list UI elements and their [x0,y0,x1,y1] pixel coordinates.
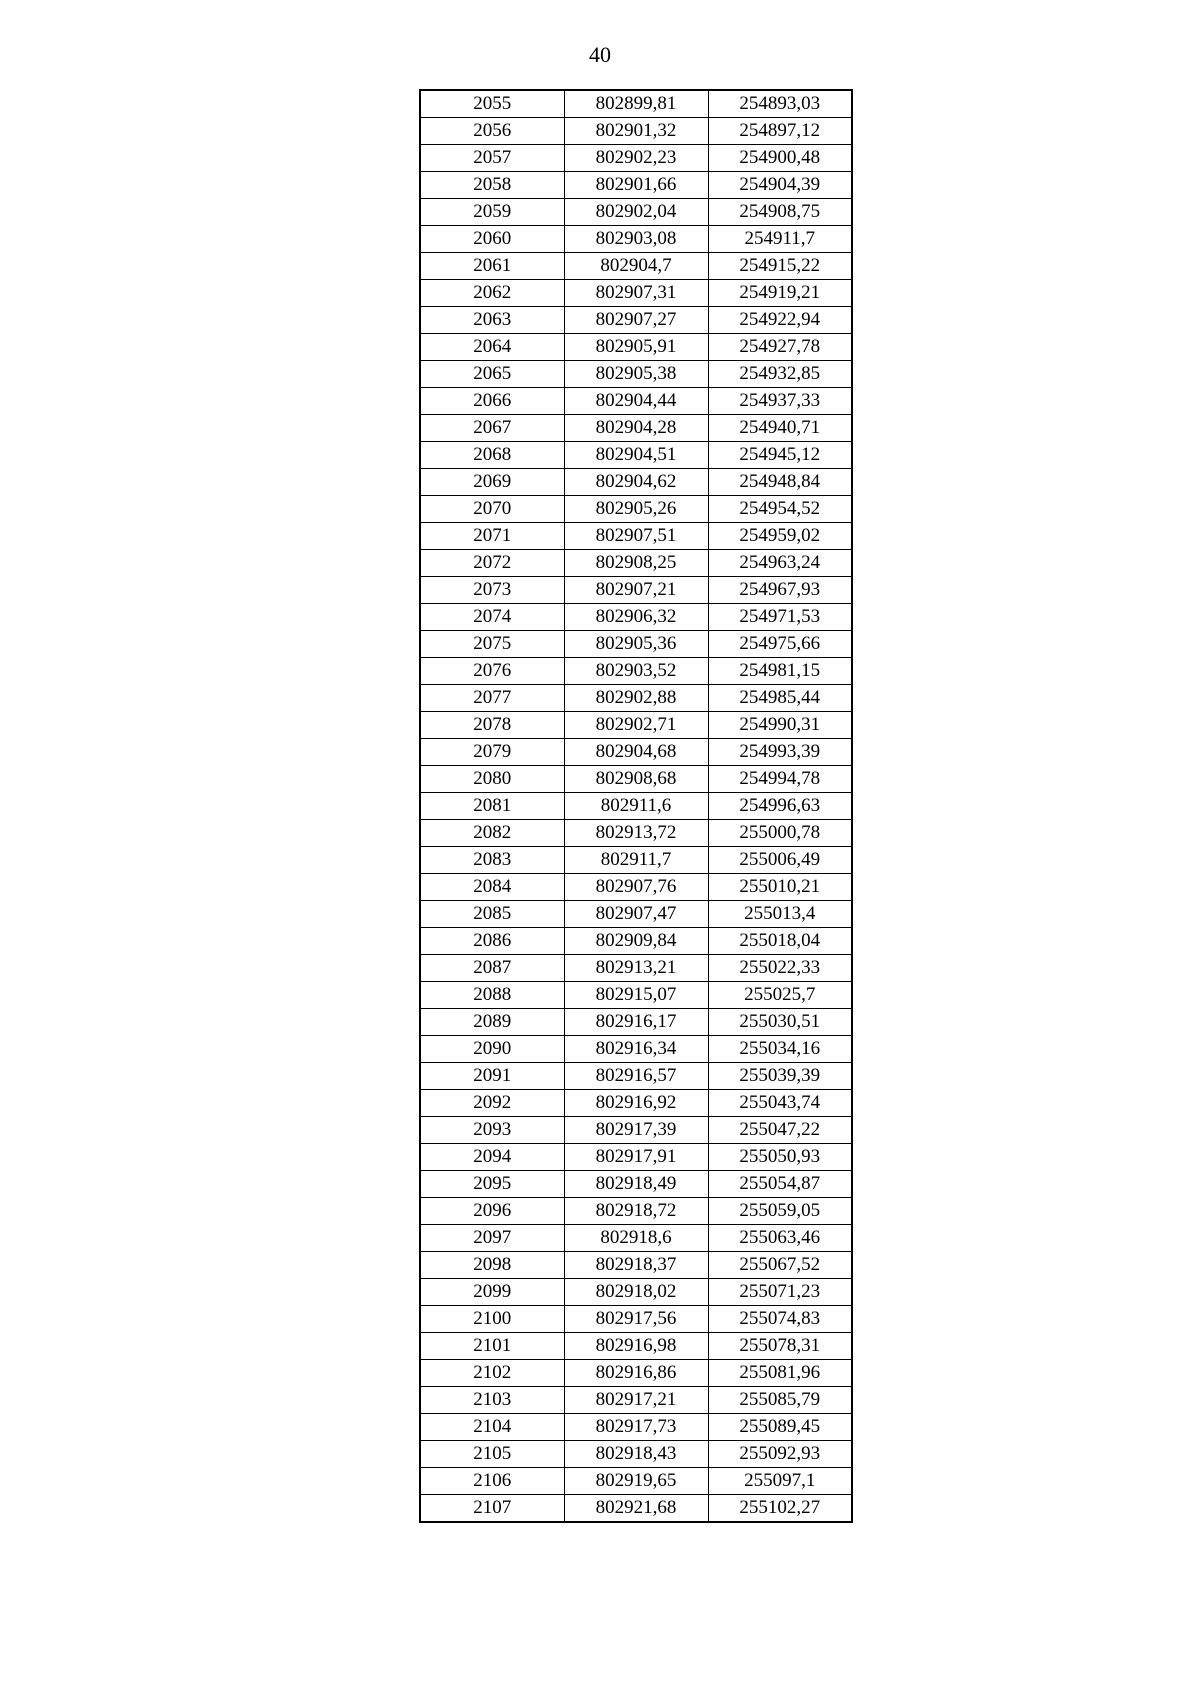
point-number-cell: 2064 [420,334,564,361]
y-coordinate-cell: 254919,21 [708,280,852,307]
x-coordinate-cell: 802907,31 [564,280,708,307]
x-coordinate-cell: 802913,21 [564,955,708,982]
y-coordinate-cell: 255025,7 [708,982,852,1009]
y-coordinate-cell: 255081,96 [708,1360,852,1387]
table-row [420,415,852,442]
x-coordinate-cell: 802904,28 [564,415,708,442]
point-number-cell: 2061 [420,253,564,280]
point-number-cell: 2080 [420,766,564,793]
x-coordinate-cell: 802901,32 [564,118,708,145]
point-number-cell: 2067 [420,415,564,442]
x-coordinate-cell: 802906,32 [564,604,708,631]
table-row [420,442,852,469]
y-coordinate-cell: 255030,51 [708,1009,852,1036]
y-coordinate-cell: 255067,52 [708,1252,852,1279]
table-row [420,1306,852,1333]
table-row [420,1360,852,1387]
y-coordinate-cell: 255085,79 [708,1387,852,1414]
table-row [420,361,852,388]
point-number-cell: 2093 [420,1117,564,1144]
point-number-cell: 2098 [420,1252,564,1279]
table-row [420,523,852,550]
x-coordinate-cell: 802902,88 [564,685,708,712]
table-row [420,874,852,901]
table-row [420,253,852,280]
y-coordinate-cell: 255010,21 [708,874,852,901]
x-coordinate-cell: 802911,6 [564,793,708,820]
table-row [420,1117,852,1144]
point-number-cell: 2084 [420,874,564,901]
y-coordinate-cell: 254932,85 [708,361,852,388]
table-row [420,145,852,172]
x-coordinate-cell: 802907,21 [564,577,708,604]
table-row [420,307,852,334]
x-coordinate-cell: 802905,91 [564,334,708,361]
y-coordinate-cell: 255074,83 [708,1306,852,1333]
x-coordinate-cell: 802917,91 [564,1144,708,1171]
point-number-cell: 2100 [420,1306,564,1333]
x-coordinate-cell: 802899,81 [564,90,708,118]
point-number-cell: 2105 [420,1441,564,1468]
y-coordinate-cell: 255089,45 [708,1414,852,1441]
table-row [420,550,852,577]
table-row [420,1171,852,1198]
x-coordinate-cell: 802903,08 [564,226,708,253]
point-number-cell: 2079 [420,739,564,766]
point-number-cell: 2071 [420,523,564,550]
x-coordinate-cell: 802907,51 [564,523,708,550]
table-row [420,199,852,226]
table-row [420,1063,852,1090]
y-coordinate-cell: 254922,94 [708,307,852,334]
point-number-cell: 2081 [420,793,564,820]
x-coordinate-cell: 802904,68 [564,739,708,766]
x-coordinate-cell: 802917,73 [564,1414,708,1441]
y-coordinate-cell: 254904,39 [708,172,852,199]
point-number-cell: 2095 [420,1171,564,1198]
table-row [420,1198,852,1225]
x-coordinate-cell: 802902,71 [564,712,708,739]
point-number-cell: 2101 [420,1333,564,1360]
y-coordinate-cell: 255092,93 [708,1441,852,1468]
y-coordinate-cell: 255018,04 [708,928,852,955]
y-coordinate-cell: 254971,53 [708,604,852,631]
table-row [420,631,852,658]
table-row [420,658,852,685]
point-number-cell: 2058 [420,172,564,199]
y-coordinate-cell: 254911,7 [708,226,852,253]
point-number-cell: 2060 [420,226,564,253]
y-coordinate-cell: 254996,63 [708,793,852,820]
y-coordinate-cell: 254948,84 [708,469,852,496]
x-coordinate-cell: 802908,68 [564,766,708,793]
y-coordinate-cell: 254963,24 [708,550,852,577]
table-row [420,388,852,415]
table-row [420,1225,852,1252]
table-row [420,334,852,361]
x-coordinate-cell: 802918,02 [564,1279,708,1306]
point-number-cell: 2092 [420,1090,564,1117]
table-row [420,1387,852,1414]
y-coordinate-cell: 254897,12 [708,118,852,145]
y-coordinate-cell: 254994,78 [708,766,852,793]
table-row [420,496,852,523]
point-number-cell: 2091 [420,1063,564,1090]
x-coordinate-cell: 802917,56 [564,1306,708,1333]
table-row [420,1144,852,1171]
table-row [420,469,852,496]
y-coordinate-cell: 255059,05 [708,1198,852,1225]
table-row [420,577,852,604]
x-coordinate-cell: 802902,23 [564,145,708,172]
page-number: 40 [589,42,611,67]
point-number-cell: 2103 [420,1387,564,1414]
point-number-cell: 2094 [420,1144,564,1171]
table-row [420,928,852,955]
table-row [420,1441,852,1468]
y-coordinate-cell: 254937,33 [708,388,852,415]
table-row [420,226,852,253]
table-row [420,1414,852,1441]
point-number-cell: 2056 [420,118,564,145]
point-number-cell: 2069 [420,469,564,496]
x-coordinate-cell: 802904,51 [564,442,708,469]
point-number-cell: 2085 [420,901,564,928]
point-number-cell: 2066 [420,388,564,415]
point-number-cell: 2099 [420,1279,564,1306]
x-coordinate-cell: 802918,49 [564,1171,708,1198]
point-number-cell: 2065 [420,361,564,388]
table-row [420,604,852,631]
point-number-cell: 2077 [420,685,564,712]
x-coordinate-cell: 802918,6 [564,1225,708,1252]
x-coordinate-cell: 802904,62 [564,469,708,496]
table-row [420,955,852,982]
point-number-cell: 2096 [420,1198,564,1225]
table-row [420,1252,852,1279]
y-coordinate-cell: 255054,87 [708,1171,852,1198]
table-row [420,685,852,712]
x-coordinate-cell: 802917,21 [564,1387,708,1414]
y-coordinate-cell: 254959,02 [708,523,852,550]
point-number-cell: 2107 [420,1495,564,1523]
y-coordinate-cell: 255102,27 [708,1495,852,1523]
point-number-cell: 2088 [420,982,564,1009]
y-coordinate-cell: 255043,74 [708,1090,852,1117]
x-coordinate-cell: 802909,84 [564,928,708,955]
y-coordinate-cell: 254945,12 [708,442,852,469]
point-number-cell: 2068 [420,442,564,469]
table-row [420,793,852,820]
point-number-cell: 2059 [420,199,564,226]
x-coordinate-cell: 802908,25 [564,550,708,577]
x-coordinate-cell: 802921,68 [564,1495,708,1523]
x-coordinate-cell: 802907,47 [564,901,708,928]
x-coordinate-cell: 802915,07 [564,982,708,1009]
y-coordinate-cell: 254975,66 [708,631,852,658]
y-coordinate-cell: 254915,22 [708,253,852,280]
point-number-cell: 2062 [420,280,564,307]
y-coordinate-cell: 254893,03 [708,90,852,118]
x-coordinate-cell: 802901,66 [564,172,708,199]
coordinates-table [419,89,853,1523]
x-coordinate-cell: 802905,36 [564,631,708,658]
x-coordinate-cell: 802916,92 [564,1090,708,1117]
table-row [420,1036,852,1063]
point-number-cell: 2075 [420,631,564,658]
x-coordinate-cell: 802902,04 [564,199,708,226]
y-coordinate-cell: 254908,75 [708,199,852,226]
x-coordinate-cell: 802919,65 [564,1468,708,1495]
x-coordinate-cell: 802905,38 [564,361,708,388]
point-number-cell: 2083 [420,847,564,874]
y-coordinate-cell: 255063,46 [708,1225,852,1252]
point-number-cell: 2089 [420,1009,564,1036]
point-number-cell: 2055 [420,90,564,118]
y-coordinate-cell: 255078,31 [708,1333,852,1360]
x-coordinate-cell: 802907,76 [564,874,708,901]
table-row [420,820,852,847]
x-coordinate-cell: 802903,52 [564,658,708,685]
point-number-cell: 2087 [420,955,564,982]
point-number-cell: 2057 [420,145,564,172]
table-row [420,847,852,874]
y-coordinate-cell: 254990,31 [708,712,852,739]
point-number-cell: 2102 [420,1360,564,1387]
y-coordinate-cell: 254927,78 [708,334,852,361]
y-coordinate-cell: 255013,4 [708,901,852,928]
point-number-cell: 2082 [420,820,564,847]
point-number-cell: 2097 [420,1225,564,1252]
table-row [420,766,852,793]
table-row [420,901,852,928]
table-row [420,172,852,199]
point-number-cell: 2090 [420,1036,564,1063]
point-number-cell: 2072 [420,550,564,577]
y-coordinate-cell: 255097,1 [708,1468,852,1495]
point-number-cell: 2063 [420,307,564,334]
table-row [420,1468,852,1495]
point-number-cell: 2070 [420,496,564,523]
table-row [420,712,852,739]
x-coordinate-cell: 802911,7 [564,847,708,874]
x-coordinate-cell: 802907,27 [564,307,708,334]
y-coordinate-cell: 255047,22 [708,1117,852,1144]
y-coordinate-cell: 254954,52 [708,496,852,523]
table-row [420,1333,852,1360]
table-row [420,982,852,1009]
x-coordinate-cell: 802913,72 [564,820,708,847]
point-number-cell: 2074 [420,604,564,631]
y-coordinate-cell: 255006,49 [708,847,852,874]
point-number-cell: 2104 [420,1414,564,1441]
x-coordinate-cell: 802917,39 [564,1117,708,1144]
table-row [420,739,852,766]
x-coordinate-cell: 802904,44 [564,388,708,415]
table-row [420,1495,852,1523]
x-coordinate-cell: 802918,37 [564,1252,708,1279]
y-coordinate-cell: 254940,71 [708,415,852,442]
table-row [420,90,852,118]
y-coordinate-cell: 255022,33 [708,955,852,982]
x-coordinate-cell: 802916,86 [564,1360,708,1387]
point-number-cell: 2073 [420,577,564,604]
table-row [420,1009,852,1036]
y-coordinate-cell: 254967,93 [708,577,852,604]
point-number-cell: 2106 [420,1468,564,1495]
point-number-cell: 2076 [420,658,564,685]
x-coordinate-cell: 802916,57 [564,1063,708,1090]
x-coordinate-cell: 802916,17 [564,1009,708,1036]
coordinates-table-body [420,90,852,1522]
y-coordinate-cell: 255050,93 [708,1144,852,1171]
x-coordinate-cell: 802918,43 [564,1441,708,1468]
y-coordinate-cell: 255034,16 [708,1036,852,1063]
table-row [420,280,852,307]
y-coordinate-cell: 255039,39 [708,1063,852,1090]
y-coordinate-cell: 254981,15 [708,658,852,685]
table-row [420,1090,852,1117]
y-coordinate-cell: 255000,78 [708,820,852,847]
x-coordinate-cell: 802916,98 [564,1333,708,1360]
x-coordinate-cell: 802904,7 [564,253,708,280]
table-row [420,118,852,145]
point-number-cell: 2086 [420,928,564,955]
y-coordinate-cell: 255071,23 [708,1279,852,1306]
table-row [420,1279,852,1306]
x-coordinate-cell: 802916,34 [564,1036,708,1063]
x-coordinate-cell: 802905,26 [564,496,708,523]
y-coordinate-cell: 254985,44 [708,685,852,712]
point-number-cell: 2078 [420,712,564,739]
x-coordinate-cell: 802918,72 [564,1198,708,1225]
y-coordinate-cell: 254900,48 [708,145,852,172]
y-coordinate-cell: 254993,39 [708,739,852,766]
